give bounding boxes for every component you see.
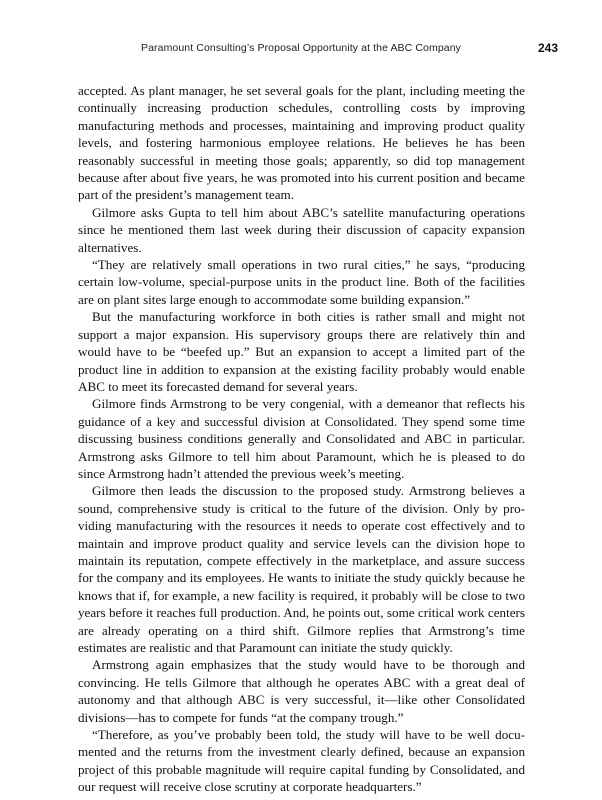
- paragraph: But the manufacturing workforce in both cities is rather small and might not support a major expansion. His supervisory groups there are relatively thin and would have to be “beefed up.” But an expansion to accept a limited part of the product line in addition to expansion at the existing facility probably would enable ABC to meet its forecasted demand for several years.: [78, 309, 525, 394]
- body-text: [78, 82, 525, 796]
- running-title: Paramount Consulting’s Proposal Opportunity at the ABC Company: [140, 42, 461, 54]
- paragraph: Gilmore then leads the discussion to the proposed study. Armstrong believes a sound, comprehensive study is critical to the future of the division. Only by providing manufacturing with the resources it needs to operate cost effectively and to maintain and improve product quality and service levels can the division hope to maintain its reputation, compete effectively in the marketplace, and assure success for the company and its employees. He wants to initiate the study quickly because he knows that if, for example, a new facility is required, it probably will be close to two years before it reaches full production. And, he points out, some critical work centers are already operating on a third shift. Gilmore replies that Armstrong’s time estimates are realistic and that Paramount can initiate the study quickly.: [78, 483, 525, 655]
- paragraph: “Therefore, as you’ve probably been told, the study will have to be well documented and the returns from the investment clearly defined, because an expansion project of this probable magnitude will require capital funding by Consolidated, and our request will receive close scrutiny at corporate headquarters.”: [78, 727, 525, 795]
- paragraph: Armstrong again emphasizes that the study would have to be thorough and convincing. He tells Gilmore that although he operates ABC with a great deal of autonomy and that although ABC is very successful, it—like other Consolidated divisions—has to compete for funds “at the company trough.”: [78, 657, 525, 725]
- page-number: 243: [537, 41, 558, 55]
- running-head: [0, 40, 602, 60]
- paragraph: accepted. As plant manager, he set several goals for the plant, including meeting the continually increasing production schedules, controlling costs by improving manufacturing methods and processes, maintaining and improving product quality levels, and fostering harmonious employee relations. He believes he has been reasonably successful in meeting those goals; apparently, so did top management because after about five years, he was promoted into his current position and became part of the president’s management team.: [78, 83, 525, 203]
- paragraph: “They are relatively small operations in two rural cities,” he says, “producing certain low-volume, special-purpose units in the product line. Both of the facilities are on plant sites large enough to accommodate some building expansion.”: [78, 257, 525, 307]
- paragraph: Gilmore asks Gupta to tell him about ABC’s satellite manufacturing operations since he mentioned them last week during their discussion of capacity expansion alternatives.: [78, 204, 525, 255]
- paragraph: Gilmore finds Armstrong to be very congenial, with a demeanor that reflects his guidance of a key and successful division at Consolidated. They spend some time discussing business conditions generally and Consolidated and ABC in particular. Armstrong asks Gilmore to tell him about Paramount, which he is pleased to do since Armstrong hadn’t attended the previous week’s meeting.: [78, 396, 525, 481]
